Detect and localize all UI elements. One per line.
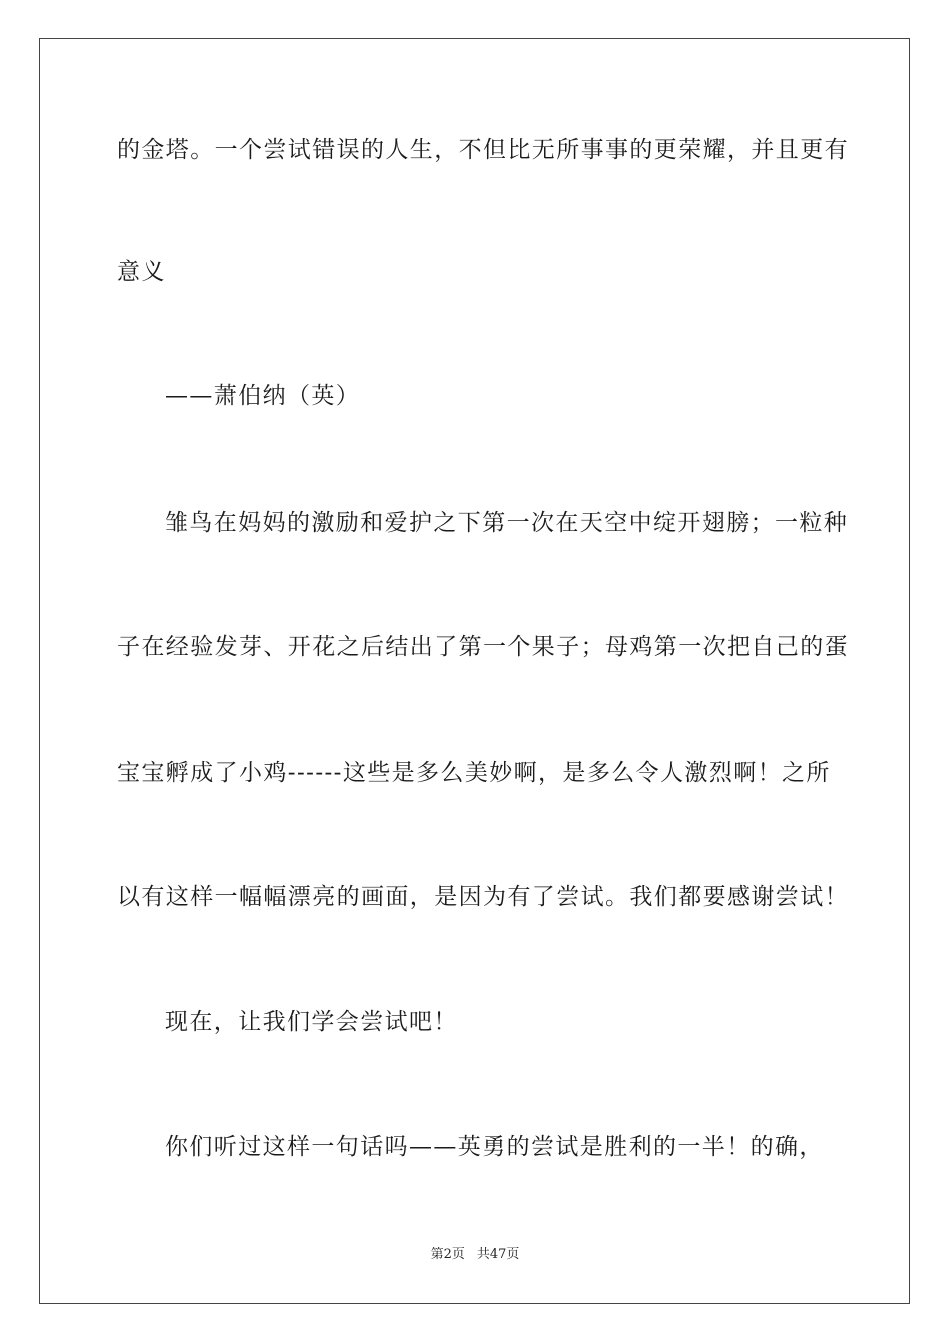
text-line-9: 你们听过这样一句话吗——英勇的尝试是胜利的一半！的确， [165, 1134, 824, 1160]
text-line-2: 意义 [117, 259, 166, 285]
page-total: 共47页 [476, 1247, 520, 1262]
page-border [39, 38, 910, 1304]
attribution-line: ——萧伯纳（英） [165, 383, 361, 409]
text-line-8: 现在，让我们学会尝试吧！ [165, 1009, 458, 1035]
page-footer [0, 1246, 950, 1264]
text-line-6: 宝宝孵成了小鸡------这些是多么美妙啊，是多么令人激烈啊！之所 [117, 760, 831, 786]
page-number: 第2页 [430, 1247, 465, 1262]
text-line-5: 子在经验发芽、开花之后结出了第一个果子；母鸡第一次把自己的蛋 [117, 634, 849, 660]
text-line-7: 以有这样一幅幅漂亮的画面，是因为有了尝试。我们都要感谢尝试！ [117, 884, 849, 910]
text-line-4: 雏鸟在妈妈的激励和爱护之下第一次在天空中绽开翅膀；一粒种 [165, 510, 849, 536]
text-line-1: 的金塔。一个尝试错误的人生，不但比无所事事的更荣耀，并且更有 [117, 137, 849, 163]
